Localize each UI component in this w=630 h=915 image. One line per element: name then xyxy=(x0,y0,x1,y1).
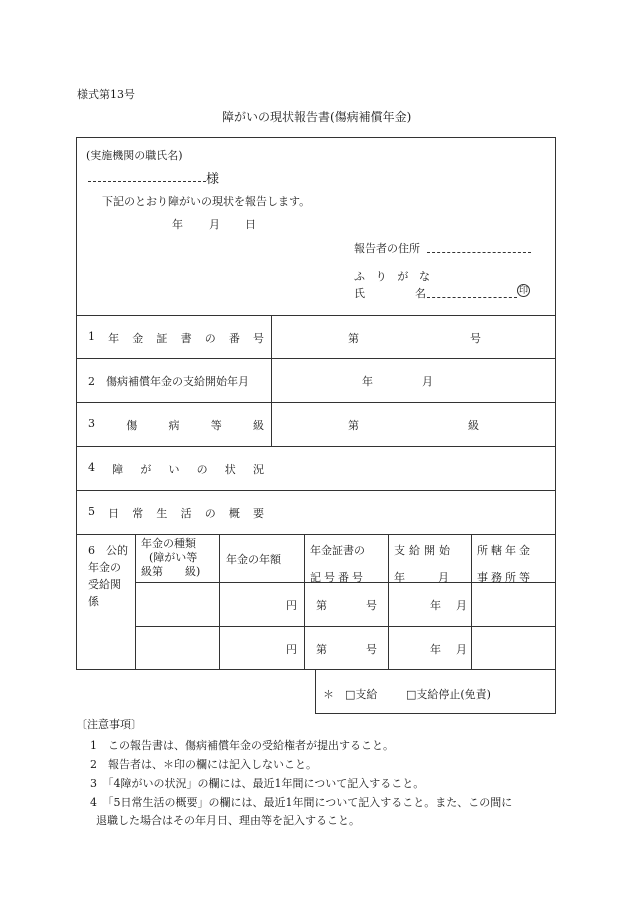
pension-section-label: 6 公的 年金の 受給関 係 xyxy=(88,544,128,608)
row-divider xyxy=(76,315,556,316)
note-item: 1 この報告書は、傷病補償年金の受給権者が提出すること。 xyxy=(90,739,394,752)
row-divider xyxy=(76,534,556,535)
row-2-start-month: 月 xyxy=(456,643,467,656)
row-2-label: 2 傷病補償年金の支給開始年月 xyxy=(88,375,249,388)
note-item: 3 「4障がいの状況」の欄には、最近1年間について記入すること。 xyxy=(90,777,425,790)
row-1-cert-go: 号 xyxy=(366,599,377,612)
name-label: 氏 名 xyxy=(354,287,426,300)
column-divider xyxy=(271,315,272,446)
pension-column-divider xyxy=(219,534,220,670)
pension-column-divider xyxy=(304,534,305,670)
header-certificate-number: 年金証書の 記号番号 xyxy=(310,544,366,584)
pension-column-divider xyxy=(471,534,472,670)
notes-heading: 〔注意事項〕 xyxy=(76,718,142,731)
note-item: 4 「5日常生活の概要」の欄には、最近1年間について記入すること。また、この間に xyxy=(90,796,513,809)
option-payment-suspension[interactable]: □支給停止(免責) xyxy=(406,688,491,701)
sama-suffix: 様 xyxy=(206,172,220,187)
header-start-month: 支給開始 年 月 xyxy=(394,544,454,584)
row-1-start-year: 年 xyxy=(430,599,441,612)
form-number: 様式第13号 xyxy=(77,88,135,101)
date-year-char: 年 xyxy=(172,218,183,231)
office-use-asterisk: ＊ xyxy=(323,688,334,701)
intro-text: 下記のとおり障がいの現状を報告します。 xyxy=(102,195,311,208)
row-2-start-year: 年 xyxy=(430,643,441,656)
note-item: 2 報告者は、＊印の欄には記入しないこと。 xyxy=(90,758,317,771)
row-divider xyxy=(76,358,556,359)
pension-column-divider xyxy=(388,534,389,670)
row-divider xyxy=(76,490,556,491)
reporter-address-label: 報告者の住所 xyxy=(354,242,420,255)
page-title: 障がいの現状報告書(傷病補償年金) xyxy=(222,110,412,124)
option-payment[interactable]: □支給 xyxy=(345,688,378,701)
institution-name-line[interactable] xyxy=(88,181,206,182)
row-2-cert-go: 号 xyxy=(366,643,377,656)
header-pension-type: 年金の種類 (障がい等 級第 級) xyxy=(141,537,201,578)
reporter-address-line[interactable] xyxy=(427,252,531,253)
row-1-start-month: 月 xyxy=(456,599,467,612)
furigana-label: ふ り が な xyxy=(354,270,430,283)
institution-label: (実施機関の職氏名) xyxy=(86,149,183,162)
date-day-char: 日 xyxy=(245,218,256,231)
row-3-label: 3 傷 病 等 級 xyxy=(88,417,264,432)
header-pension-office: 所轄年金 事務所等 xyxy=(477,544,533,584)
seal-mark: 印 xyxy=(518,286,528,296)
row-divider xyxy=(76,402,556,403)
row-divider xyxy=(76,446,556,447)
note-item-continuation: 退職した場合はその年月日、理由等を記入すること。 xyxy=(96,814,360,827)
row-1-cert-dai: 第 xyxy=(316,599,327,612)
date-month-char: 月 xyxy=(209,218,220,231)
row-2-year: 年 xyxy=(362,375,373,388)
row-4-label: 4 障 が い の 状 況 xyxy=(88,461,264,476)
name-line[interactable] xyxy=(427,297,517,298)
pension-column-divider xyxy=(135,534,136,670)
row-1-dai: 第 xyxy=(348,332,359,345)
row-2-yen: 円 xyxy=(286,643,297,656)
row-3-dai: 第 xyxy=(348,419,359,432)
row-1-label: 1 年 金 証 書 の 番 号 xyxy=(88,330,264,345)
row-2-cert-dai: 第 xyxy=(316,643,327,656)
pension-row-divider xyxy=(135,626,556,627)
row-5-label: 5 日 常 生 活 の 概 要 xyxy=(88,505,264,520)
header-annual-amount: 年金の年額 xyxy=(226,553,281,566)
row-2-month: 月 xyxy=(422,375,433,388)
row-1-yen: 円 xyxy=(286,599,297,612)
row-3-kyu: 級 xyxy=(468,419,479,432)
row-1-go: 号 xyxy=(470,332,481,345)
